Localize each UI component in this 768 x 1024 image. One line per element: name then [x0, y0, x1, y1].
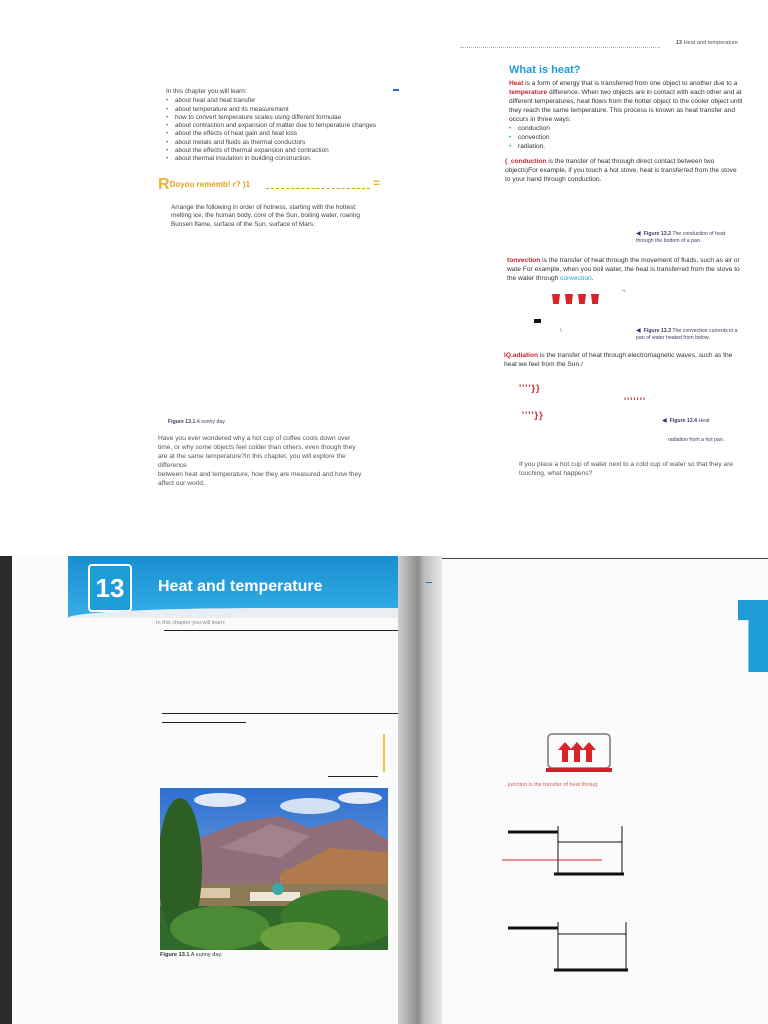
figure-text: The convection currents in a pan of water heated from below.: [636, 328, 738, 341]
activity-text: Arrange the following in order of hotness, starting with the hottest: melting ice, the human body, core of the Sun, boiling water, roaring Bunsen flame, surface of the Sun, surface of Mars.: [171, 204, 360, 228]
modes-list: [509, 124, 629, 151]
heated-pot-figure: [542, 730, 616, 774]
learn-item: • how to convert temperature scales using different formulae: [166, 114, 406, 122]
question-line: are at the same temperature?In this chapter, you will explore the: [158, 453, 346, 460]
remember-rule: [266, 188, 370, 189]
question-line: time, or why some objects feel colder than others, even though they: [158, 444, 356, 451]
heat-text: difference. When two objects are in contact with each other and at different temperatures, heat flows from the hotter object to the cooler object until they reach the same temperature. This process is known as heat transfer and occurs in three ways:: [509, 89, 743, 123]
heat-paragraph: [509, 79, 744, 124]
learn-item: • about temperature and its measurement: [166, 106, 406, 114]
caption-arrow-icon: ◀: [636, 231, 641, 237]
learn-list: [166, 97, 406, 163]
question-line: difference: [158, 462, 187, 469]
caption-arrow-icon: ◀: [636, 328, 641, 334]
running-head-title: Heat and temperature: [683, 40, 738, 46]
conduction-text: is the transfer of heat through direct contact between two objects)For example, if you touch a hot stove, heat is transferred from the stove to your hand through conduction.: [505, 158, 737, 183]
figure-label: Figure 13.1: [168, 419, 196, 425]
temperature-term: temperature: [509, 89, 548, 96]
running-head-dots: [460, 47, 660, 48]
faded-conduction-text: junction is the transfer of heat throug: [508, 782, 598, 788]
blue-corner-tab: [738, 600, 768, 672]
sunny-day-photo: [160, 788, 388, 950]
learn-item: • about thermal insulation in building construction.: [166, 155, 406, 163]
faded-intro: In this chapter you will learn:: [156, 620, 226, 626]
right-page: [442, 556, 768, 1024]
conduction-paragraph: [505, 157, 743, 184]
stray-mark: \.: [560, 328, 563, 334]
conduction-line-diagrams: [502, 824, 642, 974]
running-head-num: 13: [675, 40, 683, 46]
radiation-term: lQ.adiation: [504, 352, 539, 359]
figure-13-4-caption: [662, 418, 709, 425]
radiation-marks: ''''}}: [519, 383, 541, 393]
learn-intro: In this chapter you will learn:: [166, 88, 247, 95]
pot-icon: [552, 294, 560, 304]
tick-icon: ¬: [622, 289, 626, 295]
rule-line: [162, 722, 246, 723]
book-gutter: [398, 556, 442, 1024]
figure-label: Figure 13.1: [160, 952, 190, 958]
heated-pot-image: [542, 730, 616, 774]
figure-13-3-caption: [636, 328, 742, 341]
closing-question: If you place a hot cup of water next to a cold cup of water so that they are touching, what happens?: [519, 461, 734, 477]
black-dash-mark: [534, 319, 541, 323]
conduction-term: (_conduction: [505, 158, 547, 165]
figure-13-2-caption: [636, 231, 736, 244]
heat-text: is a form of energy that is transferred from one object to another due to a: [523, 80, 738, 87]
landscape-image: [160, 788, 388, 950]
rule-line: [164, 630, 400, 631]
convection-link: convection: [560, 275, 592, 282]
figure-text: The conduction of heat through the bottom of a pan.: [636, 231, 726, 244]
blue-dot: [426, 582, 432, 583]
section-heading: What is heat?: [509, 64, 581, 76]
question-line: Have you ever wondered why a hot cup of coffee cools down over: [158, 435, 351, 442]
learn-item: • about the effects of thermal expansion and contraction: [166, 147, 406, 155]
learn-block: [166, 88, 406, 164]
radiation-marks: ''''}}: [522, 410, 544, 420]
convection-text: .: [591, 275, 594, 282]
learn-item: • about metals and fluids as thermal conductors: [166, 139, 406, 147]
radiation-marks: ''''''': [624, 396, 646, 406]
convection-text: is the transfer of heat through the movement of fluids, such as air or wate For example, when you boil water, the heat is transferred from the stove to the water through: [507, 257, 740, 282]
convection-pots-figure: [552, 291, 632, 305]
pot-icon: [591, 294, 599, 304]
radiation-paragraph: [504, 351, 744, 369]
blue-dash-mark: [393, 89, 399, 91]
question-line: between heat and temperature, how they are measured and how they: [158, 471, 362, 478]
figure-label: Figure 13.3: [643, 328, 672, 334]
pot-icon: [565, 294, 573, 304]
rule-line: [162, 713, 398, 714]
chapter-number: 13: [95, 573, 125, 603]
remember-end: =: [372, 176, 380, 190]
left-page: [12, 556, 402, 1024]
book-scan: [0, 556, 768, 1024]
heat-term: Heat: [509, 80, 524, 87]
rule-line: [328, 776, 378, 777]
figure-text: A sunny day.: [196, 419, 226, 425]
learn-item: • about contraction and expansion of matter due to temperature changes: [166, 122, 406, 130]
question-line: affect our world.: [158, 480, 205, 487]
yellow-edge: [379, 734, 385, 772]
caption-arrow-icon: ◀: [662, 418, 667, 424]
learn-item: • about heat and heat transfer: [166, 97, 406, 105]
figure-13-4-caption-line2: radiation from a hot pan.: [668, 437, 725, 443]
chapter-banner: [68, 556, 402, 618]
convection-paragraph: [507, 256, 743, 283]
mode-item: • radiation.: [509, 142, 629, 151]
remember-title: Doyou rememb! r? )1: [169, 180, 251, 189]
remember-prefix: R: [158, 176, 170, 193]
page-top-rule: [442, 558, 768, 559]
chapter-number-box: [88, 564, 132, 612]
chapter-banner-title: Heat and temperature: [158, 578, 323, 595]
figure-text: A sunny day.: [190, 952, 223, 958]
intro-question: [158, 434, 384, 488]
mode-item: • conduction: [509, 124, 629, 133]
photo-caption: [160, 952, 222, 958]
running-head: [430, 40, 740, 52]
radiation-text: is the transfer of heat through electromagnetic waves, such as the heat we feel from the Sun./: [504, 352, 733, 368]
convection-term: tonvection: [507, 257, 541, 264]
figure-text: Heat: [698, 418, 710, 424]
running-head-text: [676, 40, 738, 46]
figure-label: Figure 13.4: [669, 418, 698, 424]
scan-left-edge: [0, 556, 12, 1024]
figure-13-1-caption: [168, 419, 226, 426]
mode-item: • convection: [509, 133, 629, 142]
learn-item: • about the effects of heat gain and heat loss: [166, 130, 406, 138]
pot-icon: [578, 294, 586, 304]
remember-box: [158, 176, 380, 194]
figure-label: Figure 13.2: [643, 231, 672, 237]
